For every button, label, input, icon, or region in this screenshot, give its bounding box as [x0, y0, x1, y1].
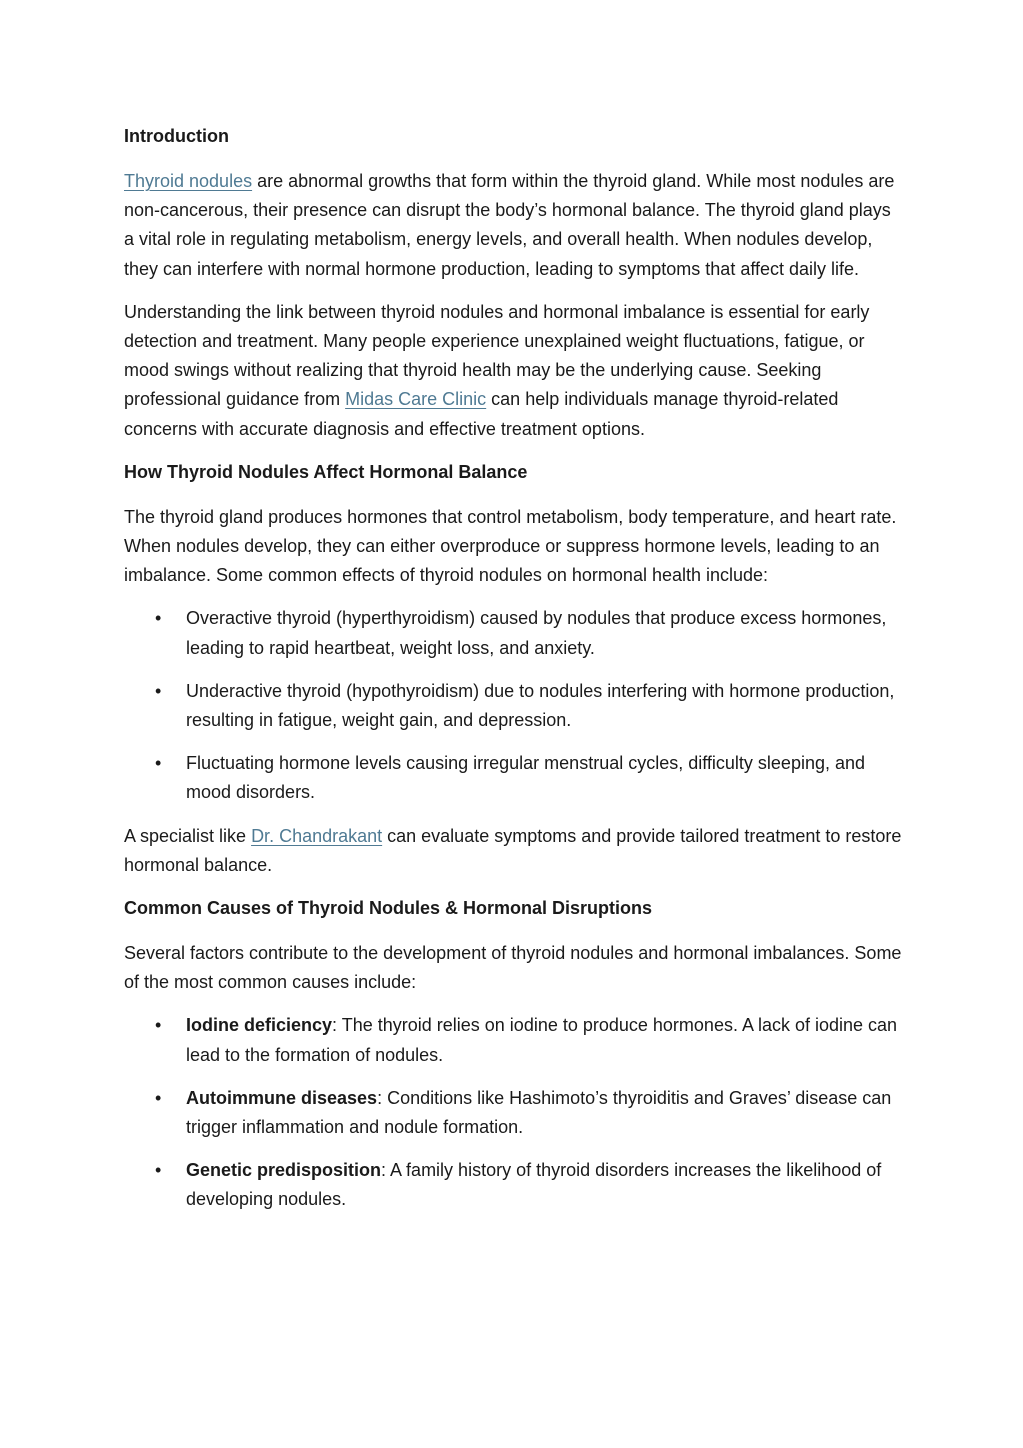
list-item-term: Autoimmune diseases: [186, 1087, 378, 1108]
intro-paragraph-2-after: can help individuals manage thyroid-related concerns with accurate diagnosis and effective treatment options.: [124, 389, 839, 439]
effects-paragraph-2-before: A specialist like: [124, 825, 252, 846]
intro-paragraph-2: [124, 298, 904, 444]
list-item-term: Genetic predisposition: [186, 1160, 382, 1181]
bullet-icon: •: [155, 1160, 162, 1181]
intro-heading: Introduction: [124, 126, 229, 146]
list-item: [124, 1011, 904, 1069]
list-item-text: : A family history of thyroid disorders increases the likelihood of developing nodules.: [186, 1160, 882, 1210]
bullet-icon: •: [155, 608, 162, 629]
list-item-text: Overactive thyroid (hyperthyroidism) caused by nodules that produce excess hormones, leading to rapid heartbeat, weight loss, and anxiety.: [186, 608, 887, 658]
list-item-text: Underactive thyroid (hypothyroidism) due to nodules interfering with hormone production, resulting in fatigue, weight gain, and depression.: [186, 680, 895, 731]
causes-paragraph-1: Several factors contribute to the development of thyroid nodules and hormonal imbalances. Some of the most common causes include:: [124, 943, 902, 993]
causes-list: [124, 1011, 904, 1214]
bullet-icon: •: [155, 753, 162, 774]
effects-paragraph-1: The thyroid gland produces hormones that control metabolism, body temperature, and heart rate. When nodules develop, they can either overproduce or suppress hormone levels, leading to an imbalance. Some common effects of thyroid nodules on hormonal health include:: [124, 506, 897, 586]
intro-paragraph-1: [124, 167, 904, 284]
list-item: [124, 1084, 904, 1142]
dr-chandrakant-link[interactable]: Dr. Chandrakant: [251, 825, 383, 846]
effects-paragraph-2: [124, 822, 904, 880]
list-item: [124, 1156, 904, 1214]
effects-heading: How Thyroid Nodules Affect Hormonal Balance: [124, 461, 528, 482]
list-item-text: : Conditions like Hashimoto’s thyroiditis and Graves’ disease can trigger inflammation and nodule formation.: [186, 1087, 892, 1138]
bullet-icon: •: [155, 680, 162, 701]
intro-paragraph-2-before: Understanding the link between thyroid nodules and hormonal imbalance is essential for early detection and treatment. Many people experience unexplained weight fluctuations, fatigue, or mood swings without realizing that thyroid health may be the underlying cause. Seeking professional guidance from: [124, 301, 870, 410]
list-item-text: : The thyroid relies on iodine to produce hormones. A lack of iodine can lead to the formation of nodules.: [186, 1015, 898, 1065]
intro-paragraph-1-text: are abnormal growths that form within the thyroid gland. While most nodules are non-cancerous, their presence can disrupt the body’s hormonal balance. The thyroid gland plays a vital role in regulating metabolism, energy levels, and overall health. When nodules develop, they can interfere with normal hormone production, leading to symptoms that affect daily life.: [124, 171, 895, 279]
causes-heading: Common Causes of Thyroid Nodules & Hormonal Disruptions: [124, 898, 653, 919]
bullet-icon: •: [155, 1087, 162, 1108]
thyroid-nodules-link[interactable]: Thyroid nodules: [124, 171, 253, 191]
list-item-text: Fluctuating hormone levels causing irregular menstrual cycles, difficulty sleeping, and mood disorders.: [186, 753, 866, 803]
midas-care-clinic-link[interactable]: Midas Care Clinic: [345, 389, 487, 410]
document-page: [124, 122, 904, 1229]
bullet-icon: •: [155, 1015, 162, 1036]
list-item: [124, 749, 904, 807]
effects-paragraph-2-after: can evaluate symptoms and provide tailored treatment to restore hormonal balance.: [124, 825, 902, 875]
list-item: [124, 677, 904, 735]
effects-list: [124, 604, 904, 807]
list-item: [124, 604, 904, 662]
list-item-term: Iodine deficiency: [186, 1015, 333, 1036]
